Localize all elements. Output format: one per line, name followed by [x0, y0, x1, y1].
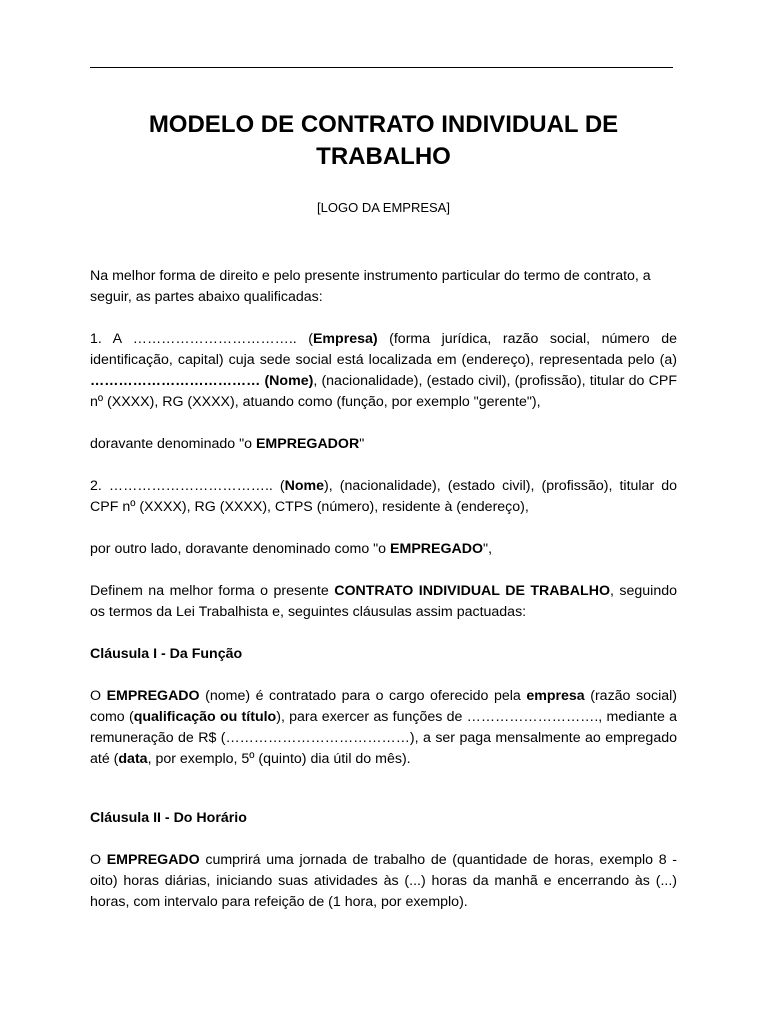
text-run: , por exemplo, 5º (quinto) dia útil do mês).: [147, 751, 411, 767]
text-run: (nome) é contratado para o cargo oferecido pela: [199, 688, 527, 704]
bold-run: EMPREGADOR: [255, 436, 360, 452]
bold-run: EMPREGADO: [106, 852, 200, 868]
text-run: por outro lado, doravante denominado como "o: [90, 541, 391, 557]
text-run: , (nacionalidade), (estado civil), (profissão), titular do CPF nº (XXXX), RG (XXXX), atuando como (função, por exemplo "gerente"),: [90, 373, 677, 410]
text-run: ), (nacionalidade), (estado civil), (profissão), titular do CPF nº (XXXX), RG (XXXX), CTPS (número), residente à (endereço),: [90, 478, 677, 515]
text-run: O: [90, 688, 107, 704]
bold-run: ……………………………… (Nome): [90, 373, 314, 389]
bold-run: EMPREGADO: [390, 541, 484, 557]
text-run: , seguindo os termos da Lei Trabalhista e, seguintes cláusulas assim pactuadas:: [90, 583, 677, 620]
party-2-paragraph: [90, 476, 677, 518]
bold-run: Empresa): [312, 331, 378, 347]
title-line-2: TRABALHO: [316, 143, 451, 170]
text-run: cumprirá uma jornada de trabalho de (quantidade de horas, exemplo 8 - oito) horas diárias, iniciando suas atividades às (...) horas da manhã e encerrando às (...) horas, com intervalo para refeição de (1 hora, por exemplo).: [90, 852, 677, 910]
intro-paragraph: Na melhor forma de direito e pelo presente instrumento particular do termo de contrato, a seguir, as partes abaixo qualificadas:: [90, 268, 651, 305]
bold-run: empresa: [526, 688, 585, 704]
logo-placeholder: [LOGO DA EMPRESA]: [317, 200, 450, 215]
clause-2-paragraph: [90, 850, 677, 913]
text-run: O: [90, 852, 107, 868]
text-run: (forma jurídica, razão social, número de identificação, capital) cuja sede social está localizada em (endereço), representada pelo (a): [90, 331, 677, 368]
bold-run: Nome: [284, 478, 325, 494]
text-run: ",: [483, 541, 493, 557]
text-run: doravante denominado "o: [90, 436, 256, 452]
clause-1-paragraph: [90, 686, 677, 770]
definition-paragraph: [90, 581, 677, 623]
text-run: 2. …………………………….. (: [90, 478, 285, 494]
employer-designation: [90, 434, 677, 455]
bold-run: EMPREGADO: [106, 688, 200, 704]
clause-1-heading: Cláusula I - Da Função: [90, 646, 243, 662]
bold-run: CONTRATO INDIVIDUAL DE TRABALHO: [334, 583, 610, 599]
text-run: ), para exercer as funções de ………………………., mediante a remuneração de R$ (…………………………………), a ser paga mensalmente ao empregado até (: [90, 709, 677, 767]
bold-run: data: [118, 751, 148, 767]
header-rule: [90, 67, 673, 68]
text-run: ": [359, 436, 365, 452]
employee-designation: [90, 539, 677, 560]
clause-2-heading: Cláusula II - Do Horário: [90, 810, 247, 826]
text-run: (razão social) como (: [90, 688, 677, 725]
bold-run: qualificação ou título: [133, 709, 277, 725]
contract-body: [90, 266, 677, 934]
party-1-paragraph: [90, 329, 677, 413]
document-title: [90, 109, 677, 173]
title-line-1: MODELO DE CONTRATO INDIVIDUAL DE: [148, 111, 619, 138]
text-run: Definem na melhor forma o presente: [90, 583, 335, 599]
document-page: [90, 0, 677, 1024]
text-run: 1. A …………………………….. (: [90, 331, 313, 347]
